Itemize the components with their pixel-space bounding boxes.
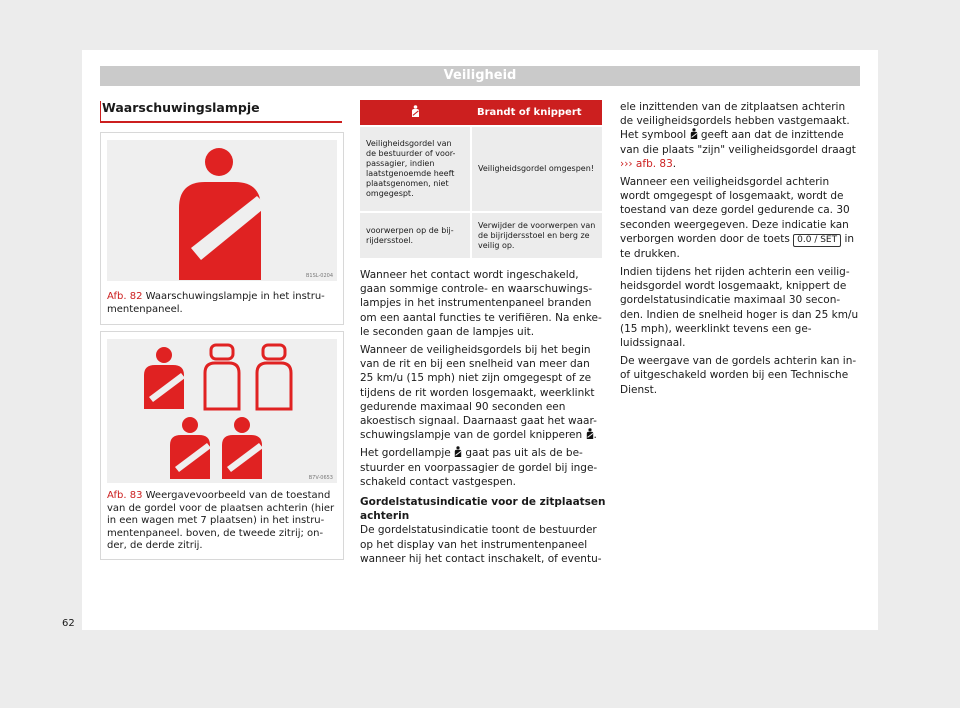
seatbelt-icon — [586, 428, 594, 439]
figure-82-number: Afb. 82 — [107, 291, 143, 302]
table-header-row — [360, 100, 602, 126]
middle-column — [360, 268, 606, 570]
figure-82-code: B1SL-0204 — [305, 273, 333, 279]
figure-83-caption-text: Weergavevoorbeeld van de toestand van de gordel voor de plaatsen achterin (hier in een wagen met 7 plaatsen) in het instru- mentenpaneel. boven, de tweede zitrij; on- der, de derde zitrij. — [107, 490, 335, 551]
paragraph — [360, 343, 606, 442]
figure-83 — [100, 331, 344, 560]
paragraph-text: . — [593, 429, 597, 442]
paragraph-text: Wanneer een veiligheidsgordel achterin wordt omgegespt of losgemaakt, wordt de toestand van deze gordel gedurende ca. 30 seconden weergegeven. Deze indicatie kan verborgen worden door de toets — [620, 176, 850, 245]
rear-seatbelt-status-graphic — [107, 339, 337, 483]
paragraph — [620, 175, 860, 261]
seatbelt-icon — [690, 128, 698, 139]
paragraph-text: Wanneer de veiligheidsgordels bij het begin van de rit en bij een snelheid van meer dan 25 km/u (15 mph) niet zijn omgegespt of ze tijdens de rit worden losgemaakt, weerklinkt gedurende maximaal 90 seconden een akoestisch signaal. Daarnaast gaat het waar- schuwingslampje van de gordel knipperen — [360, 344, 597, 442]
paragraph: De gordelstatusindicatie toont de bestuurder op het display van het instrumentenpaneel wanneer hij het contact inschakelt, of eventu- — [360, 524, 602, 565]
figure-82-caption — [107, 291, 335, 316]
table-row — [360, 126, 602, 212]
figure-82 — [100, 132, 344, 325]
header-band — [100, 66, 860, 86]
figure-83-caption — [107, 490, 335, 553]
figure-82-caption-text: Waarschuwingslampje in het instru- mentenpaneel. — [107, 291, 325, 315]
paragraph-text: in te drukken. — [620, 232, 855, 260]
seatbelt-icon — [411, 105, 420, 117]
seatbelt-warning-icon — [107, 140, 337, 281]
paragraph: De weergave van de gordels achterin kan in- of uitgeschakeld worden bij een Technische Dienst. — [620, 355, 857, 396]
figure-82-image — [107, 140, 337, 281]
table-cell-action: Veiligheidsgordel omgespen! — [471, 126, 602, 212]
section-title: Waarschuwingslampje — [102, 100, 260, 115]
table-header-icon-cell — [360, 100, 471, 126]
right-column — [620, 100, 860, 401]
set-key: 0.0 / SET — [793, 234, 841, 247]
warning-table — [360, 100, 602, 258]
paragraph-text: gaat pas uit als de be- stuurder en voorpassagier de gordel bij inge- schakeld contact vastgespen. — [360, 447, 598, 488]
figure-83-image — [107, 339, 337, 483]
table-row — [360, 212, 602, 258]
figure-83-link[interactable]: ››› afb. 83 — [620, 157, 673, 170]
chapter-title: Veiligheid — [443, 68, 517, 83]
paragraph-text: geeft aan dat de inzittende van die plaats "zijn" veiligheidsgordel draagt — [620, 129, 856, 156]
figure-83-code: B7V-0653 — [308, 475, 333, 481]
paragraph-text: . — [672, 157, 677, 170]
table-cell-condition: voorwerpen op de bij- rijdersstoel. — [360, 212, 471, 258]
paragraph-text: Het gordellampje — [360, 447, 451, 460]
paragraph: Indien tijdens het rijden achterin een veilig- heidsgordel wordt losgemaakt, knippert de gordelstatusindicatie maximaal 30 secon- den. Indien de snelheid hoger is dan 25 km/u (15 mph), weerklinkt tevens een ge- luidssignaal. — [620, 266, 859, 350]
seatbelt-icon — [454, 446, 462, 457]
table-cell-condition: Veiligheidsgordel van de bestuurder of voor- passagier, indien laatstgenoemde heeft plaatsgenomen, niet omgegespt. — [360, 126, 471, 212]
table-header-label: Brandt of knippert — [471, 100, 602, 126]
section-rule — [100, 121, 342, 123]
subheading: Gordelstatusindicatie voor de zitplaatsen achterin — [360, 496, 606, 523]
paragraph — [620, 100, 860, 171]
paragraph-text: ele inzittenden van de zitplaatsen achterin de veiligheidsgordels hebben vastgemaakt. Het symbool — [620, 101, 850, 142]
page-number: 62 — [62, 618, 75, 629]
figure-83-number: Afb. 83 — [107, 490, 143, 501]
paragraph: Wanneer het contact wordt ingeschakeld, gaan sommige controle- en waarschuwings- lampjes in het instrumentenpaneel branden om een aantal functies te verifiëren. Na enke- le seconden gaan de lampjes uit. — [360, 269, 602, 338]
table-cell-action: Verwijder de voorwerpen van de bijrijdersstoel en berg ze veilig op. — [471, 212, 602, 258]
paragraph — [360, 446, 606, 489]
